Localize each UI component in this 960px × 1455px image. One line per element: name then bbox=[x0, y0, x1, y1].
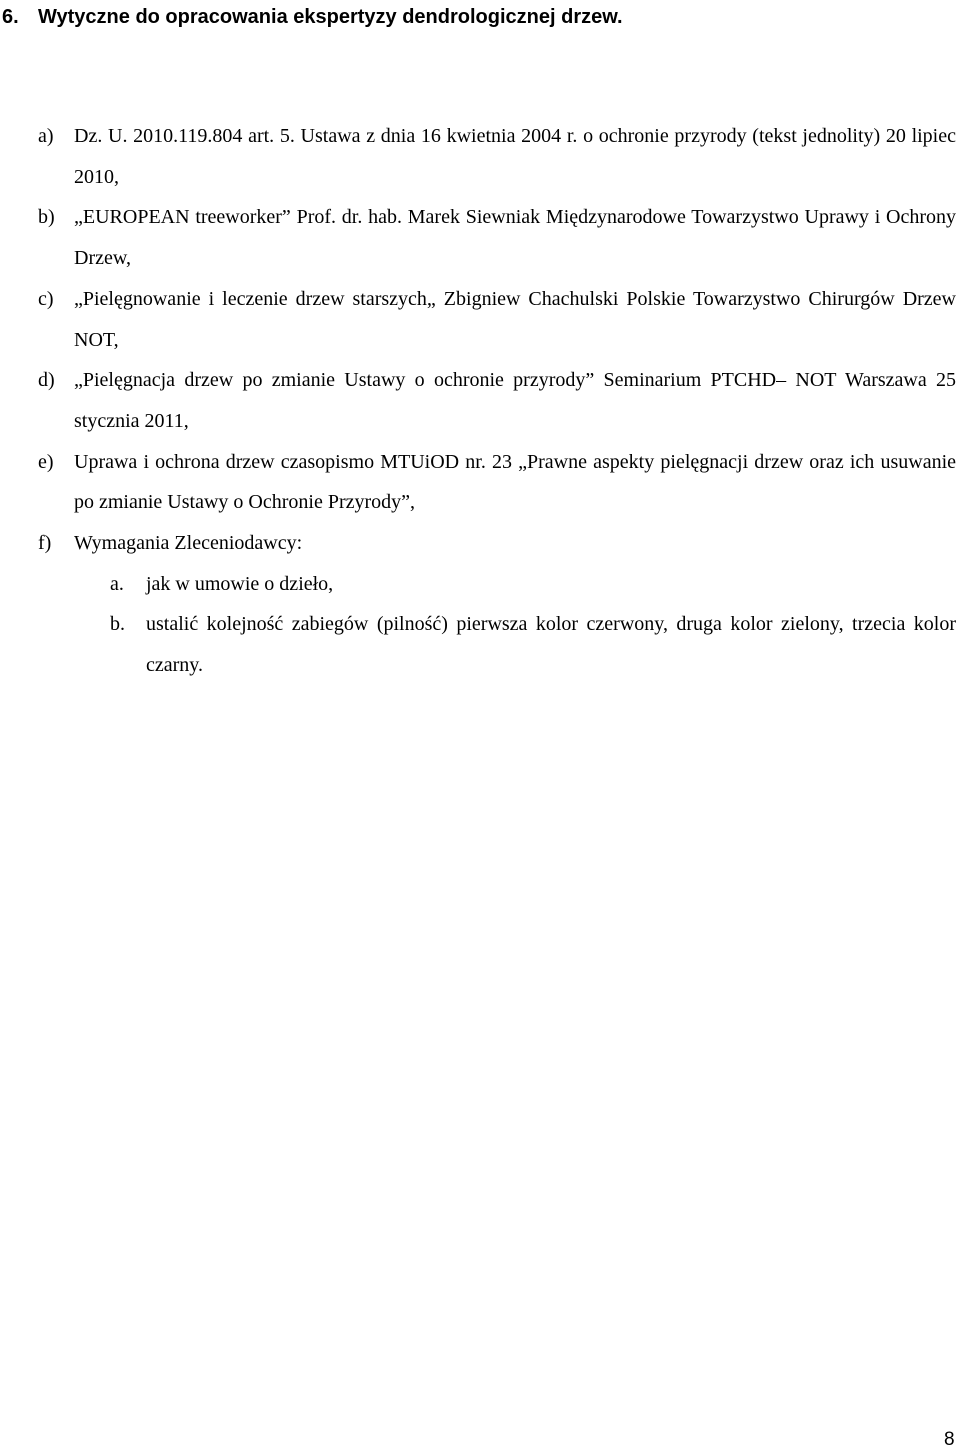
page-number: 8 bbox=[944, 1429, 955, 1450]
sublist-item-text: ustalić kolejność zabiegów (pilność) pierwsza kolor czerwony, druga kolor zielony, trzecia kolor czarny. bbox=[146, 613, 956, 677]
list-item-c bbox=[0, 279, 960, 360]
list-item-f bbox=[0, 523, 960, 564]
section-title: Wytyczne do opracowania ekspertyzy dendrologicznej drzew. bbox=[38, 6, 623, 28]
list-marker: d) bbox=[38, 369, 55, 392]
section-number: 6. bbox=[2, 6, 19, 28]
list-item-text: „Pielęgnacja drzew po zmianie Ustawy o ochronie przyrody” Seminarium PTCHD– NOT Warszawa 25 stycznia 2011, bbox=[74, 369, 956, 432]
list-item-text: Dz. U. 2010.119.804 art. 5. Ustawa z dnia 16 kwietnia 2004 r. o ochronie przyrody (tekst jednolity) 20 lipiec 2010, bbox=[74, 125, 956, 188]
list-item-text: „Pielęgnowanie i leczenie drzew starszych„ Zbigniew Chachulski Polskie Towarzystwo Chirurgów Drzew NOT, bbox=[74, 287, 956, 351]
list-marker: c) bbox=[38, 287, 54, 310]
list-item-d bbox=[0, 360, 960, 441]
list-marker: f) bbox=[38, 532, 52, 555]
sublist-item-text: jak w umowie o dzieło, bbox=[146, 572, 334, 595]
list-marker: b) bbox=[38, 206, 55, 229]
sublist-marker: b. bbox=[110, 613, 125, 636]
sublist-item-a bbox=[0, 564, 960, 605]
list-marker: a) bbox=[38, 125, 54, 147]
list-item-e bbox=[0, 442, 960, 523]
reference-list bbox=[0, 116, 960, 686]
list-marker: e) bbox=[38, 450, 54, 473]
sublist-item-b bbox=[0, 604, 960, 685]
list-item-text: „EUROPEAN treeworker” Prof. dr. hab. Marek Siewniak Międzynarodowe Towarzystwo Uprawy i Ochrony Drzew, bbox=[74, 206, 956, 270]
section-heading bbox=[0, 0, 960, 34]
list-item-text: Wymagania Zleceniodawcy: bbox=[74, 532, 303, 555]
sublist-marker: a. bbox=[110, 572, 124, 595]
list-item-b bbox=[0, 197, 960, 278]
list-item-text: Uprawa i ochrona drzew czasopismo MTUiOD nr. 23 „Prawne aspekty pielęgnacji drzew oraz ich usuwanie po zmianie Ustawy o Ochronie Przyrody”, bbox=[74, 450, 956, 514]
list-item-a bbox=[0, 116, 960, 197]
